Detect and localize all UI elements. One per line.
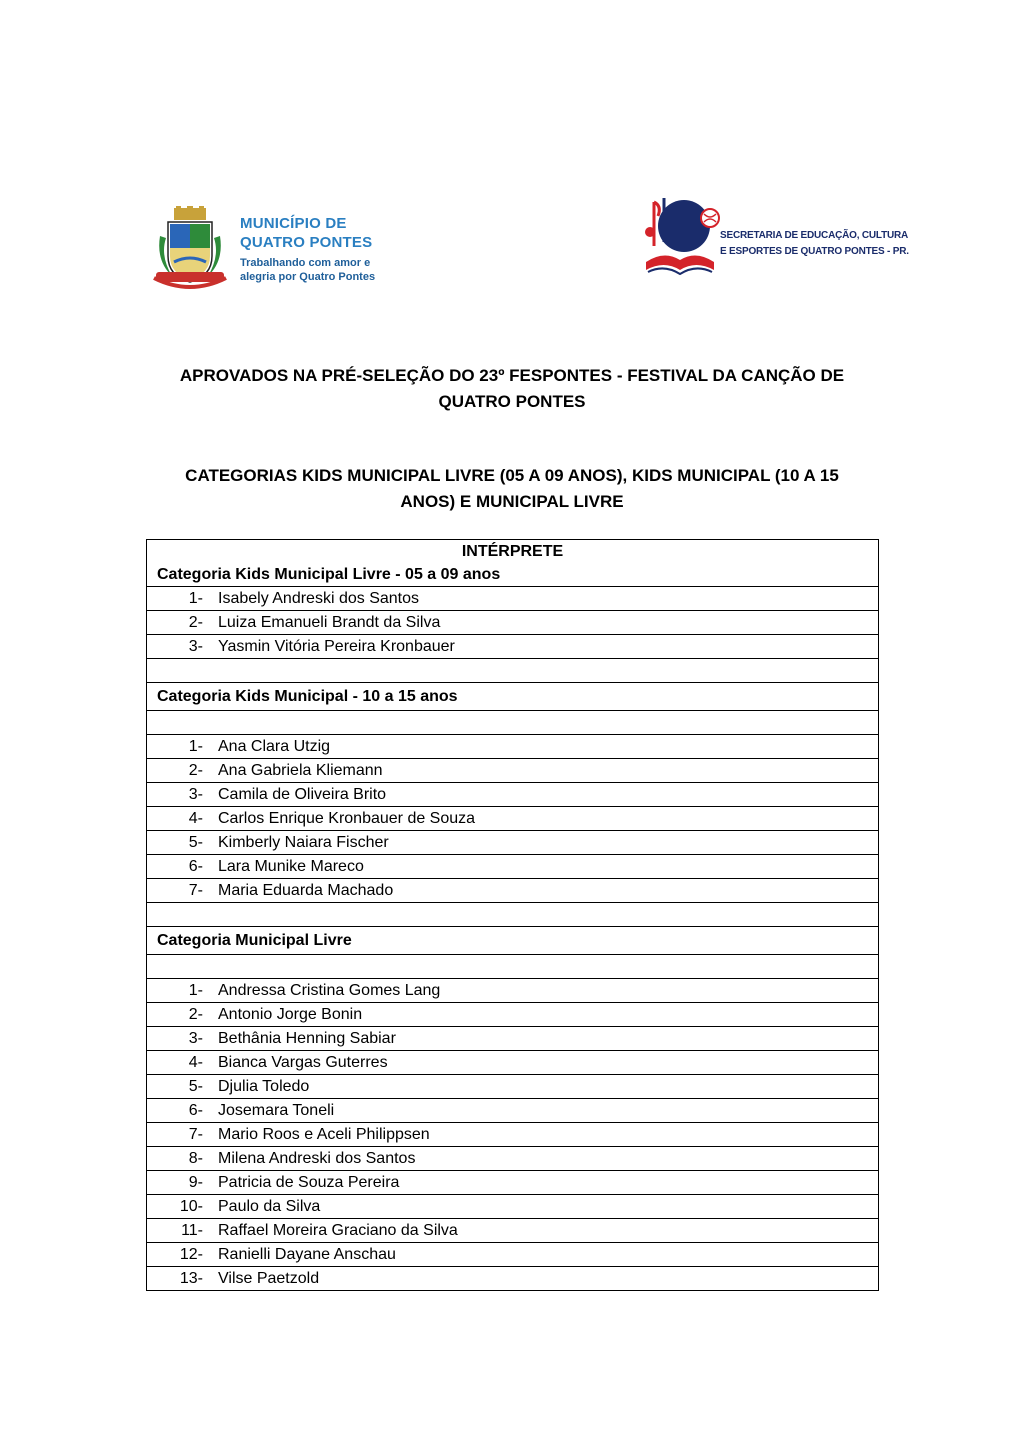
document-title [140,363,884,415]
item-number: 1- [188,982,203,999]
table-row [147,855,879,879]
item-number: 3- [188,638,203,655]
municipality-title-line1: MUNICÍPIO DE [240,215,347,232]
item-number: 3- [188,1030,203,1047]
table-row [147,1171,879,1195]
item-number: 7- [188,1126,203,1143]
item-number: 4- [188,1054,203,1071]
category-row [147,683,879,711]
table-row [147,635,879,659]
item-number: 6- [188,858,203,875]
education-culture-sports-icon [640,196,720,278]
performer-name: Andressa Cristina Gomes Lang [218,982,441,999]
secretariat-line2: E ESPORTES DE QUATRO PONTES - PR. [720,246,909,257]
table-row [147,979,879,1003]
municipality-title-line2: QUATRO PONTES [240,234,373,251]
secretariat-logo [640,196,909,280]
table-row [147,587,879,611]
item-number: 9- [188,1174,203,1191]
item-number: 7- [188,882,203,899]
empty-row [147,955,879,979]
item-number: 1- [188,590,203,607]
item-number: 13- [179,1270,203,1287]
item-number: 6- [188,1102,203,1119]
municipality-logo [152,206,392,292]
performer-name: Raffael Moreira Graciano da Silva [218,1222,458,1239]
item-number: 8- [188,1150,203,1167]
performer-name: Kimberly Naiara Fischer [218,834,389,851]
table-row [147,831,879,855]
performer-name: Mario Roos e Aceli Philippsen [218,1126,430,1143]
table-row [147,1051,879,1075]
item-number: 5- [188,1078,203,1095]
item-number: 1- [188,738,203,755]
performer-name: Maria Eduarda Machado [218,882,394,899]
performer-name: Josemara Toneli [218,1102,335,1119]
table-row [147,783,879,807]
performer-name: Lara Munike Mareco [218,858,364,875]
item-number: 2- [188,614,203,631]
performer-name: Ana Gabriela Kliemann [218,762,383,779]
performer-name: Patricia de Souza Pereira [218,1174,400,1191]
table-row [147,1099,879,1123]
performer-name: Isabely Andreski dos Santos [218,590,420,607]
municipality-text [240,214,375,284]
table-row [147,611,879,635]
table-row [147,1219,879,1243]
table-row [147,1147,879,1171]
empty-row [147,903,879,927]
slogan-line1: Trabalhando com amor e [240,257,371,269]
performer-name: Camila de Oliveira Brito [218,786,387,803]
document-subtitle-line2: ANOS) E MUNICIPAL LIVRE [400,492,624,511]
table-header: INTÉRPRETE [147,540,879,564]
empty-row [147,711,879,735]
table-header-row [147,540,879,564]
performer-name: Bethânia Henning Sabiar [218,1030,396,1047]
table-row [147,759,879,783]
performer-name: Djulia Toledo [218,1078,310,1095]
empty-row [147,659,879,683]
document-subtitle-line1: CATEGORIAS KIDS MUNICIPAL LIVRE (05 A 09 ANOS), KIDS MUNICIPAL (10 A 15 [185,466,839,485]
performer-name: Bianca Vargas Guterres [218,1054,388,1071]
table-row [147,1075,879,1099]
document-title-line1: APROVADOS NA PRÉ-SELEÇÃO DO 23º FESPONTES - FESTIVAL DA CANÇÃO DE [179,366,845,385]
table-row [147,735,879,759]
secretariat-text [720,228,909,260]
performer-name: Vilse Paetzold [218,1270,320,1287]
category-title: Categoria Municipal Livre [147,927,879,955]
item-number: 5- [188,834,203,851]
performer-name: Carlos Enrique Kronbauer de Souza [218,810,476,827]
slogan-line2: alegria por Quatro Pontes [240,271,376,283]
item-number: 10- [179,1198,203,1215]
item-number: 2- [188,1006,203,1023]
performer-name: Ranielli Dayane Anschau [218,1246,396,1263]
item-number: 2- [188,762,203,779]
table-row [147,879,879,903]
performer-name: Paulo da Silva [218,1198,321,1215]
table-row [147,1027,879,1051]
item-number: 4- [188,810,203,827]
table-row [147,1243,879,1267]
municipal-coat-of-arms-icon [152,206,228,290]
item-number: 11- [181,1222,203,1239]
performer-name: Luiza Emanueli Brandt da Silva [218,614,441,631]
document-title-line2: QUATRO PONTES [438,392,586,411]
table-row [147,807,879,831]
secretariat-line1: SECRETARIA DE EDUCAÇÃO, CULTURA [720,230,909,241]
category-title: Categoria Kids Municipal Livre - 05 a 09 anos [147,563,879,587]
category-row [147,563,879,587]
item-number: 12- [179,1246,203,1263]
municipality-slogan [240,256,375,284]
document-subtitle [140,463,884,515]
table-row [147,1195,879,1219]
category-row [147,927,879,955]
item-number: 3- [188,786,203,803]
table-row [147,1267,879,1291]
performer-name: Ana Clara Utzig [218,738,331,755]
performer-name: Milena Andreski dos Santos [218,1150,416,1167]
category-title: Categoria Kids Municipal - 10 a 15 anos [147,683,879,711]
table-row [147,1003,879,1027]
performer-name: Antonio Jorge Bonin [218,1006,363,1023]
table-row [147,1123,879,1147]
performers-table [146,539,879,1291]
performer-name: Yasmin Vitória Pereira Kronbauer [218,638,455,655]
